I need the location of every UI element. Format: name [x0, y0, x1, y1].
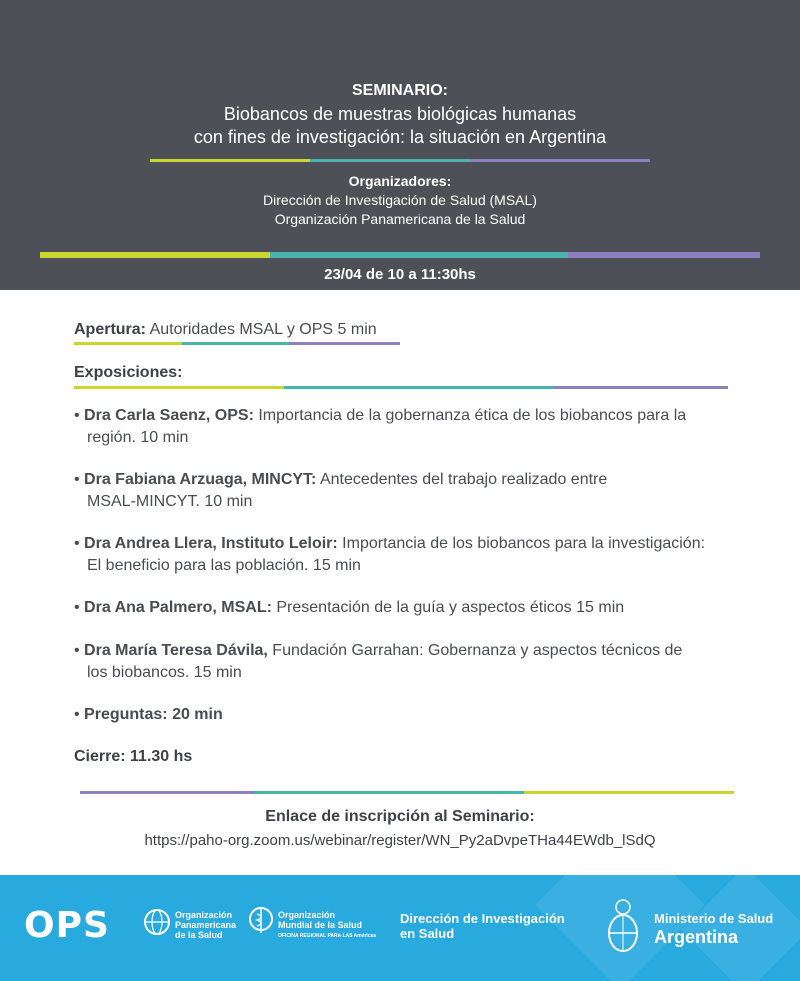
bullet: •: [74, 642, 85, 659]
registration-divider: [80, 791, 734, 794]
speaker-name: Dra Andrea Llera, Instituto Leloir:: [84, 535, 338, 552]
list-item: [74, 597, 624, 619]
talk-text: Antecedentes del trabajo realizado entre: [316, 471, 608, 488]
speaker-name: Dra Fabiana Arzuaga, MINCYT:: [84, 471, 317, 488]
talk-text-cont: El beneficio para las población. 15 min: [87, 557, 361, 574]
organizers-label: Organizadores:: [348, 173, 452, 189]
talk-text-cont: los biobancos. 15 min: [87, 664, 242, 681]
exposiciones-title: Exposiciones:: [74, 364, 183, 381]
argentina-name: Argentina: [654, 927, 739, 947]
talk-text: Importancia de la gobernanza ética de los biobancos para la: [253, 407, 687, 424]
ops-name: Organización Panamericana de la Salud: [175, 910, 237, 940]
registration-label: Enlace de inscripción al Seminario:: [265, 808, 535, 825]
seminar-title: [0, 103, 800, 149]
talk-text-cont: región. 10 min: [87, 429, 189, 446]
opening-underline: [74, 342, 400, 345]
list-item: [74, 405, 686, 449]
bullet: •: [74, 599, 85, 616]
exposiciones-underline: [74, 386, 728, 389]
argentina-coat-of-arms-icon: [603, 897, 643, 959]
questions-label: Preguntas: 20 min: [84, 706, 223, 723]
bullet: •: [74, 407, 85, 424]
paho-globe-icon: [143, 908, 171, 936]
ministerio-name: Ministerio de Salud: [654, 911, 774, 926]
talk-text: Presentación de la guía y aspectos éticos 15 min: [271, 599, 625, 616]
direccion-name: Dirección de Investigación en Salud: [400, 911, 565, 941]
registration-link[interactable]: https://paho-org.zoom.us/webinar/register/WN_Py2aDvpeTHa44EWdb_lSdQ: [144, 832, 656, 849]
organizers-list: [0, 191, 800, 229]
speaker-name: Dra María Teresa Dávila,: [84, 642, 268, 659]
closing-line: Cierre: 11.30 hs: [74, 748, 193, 765]
seminar-title-line2: con fines de investigación: la situación en Argentina: [193, 127, 607, 147]
who-emblem-icon: [247, 906, 275, 936]
bullet: •: [74, 471, 85, 488]
oms-name: Organización Mundial de la Salud: [278, 910, 363, 930]
talk-text: Importancia de los biobancos para la investigación:: [337, 535, 706, 552]
opening-text: Autoridades MSAL y OPS 5 min: [146, 321, 377, 338]
opening-label: Apertura:: [74, 321, 147, 338]
seminar-date: 23/04 de 10 a 11:30hs: [324, 266, 476, 283]
organizer-ops: Organización Panamericana de la Salud: [274, 211, 526, 227]
list-item: [74, 533, 705, 577]
bullet: •: [74, 706, 85, 723]
list-item: [74, 704, 223, 726]
organizer-msal: Dirección de Investigación de Salud (MSAL): [263, 192, 537, 208]
talk-text: Fundación Garrahan: Gobernanza y aspectos técnicos de: [267, 642, 683, 659]
date-divider: [40, 252, 760, 258]
opening-line: [74, 321, 377, 339]
seminar-title-line1: Biobancos de muestras biológicas humanas: [223, 104, 577, 124]
seminar-label: SEMINARIO:: [352, 82, 448, 99]
list-item: [74, 640, 682, 684]
speaker-name: Dra Ana Palmero, MSAL:: [84, 599, 272, 616]
bullet: •: [74, 535, 85, 552]
header-banner: [0, 0, 800, 290]
speaker-name: Dra Carla Saenz, OPS:: [84, 407, 254, 424]
footer-logos: [0, 875, 800, 981]
talk-text-cont: MSAL-MINCYT. 10 min: [87, 493, 253, 510]
title-divider: [150, 159, 650, 162]
list-item: [74, 469, 607, 513]
ops-logo: OPS: [24, 905, 110, 946]
oms-subtitle: OFICINA REGIONAL PARA LAS Américas: [278, 933, 377, 939]
